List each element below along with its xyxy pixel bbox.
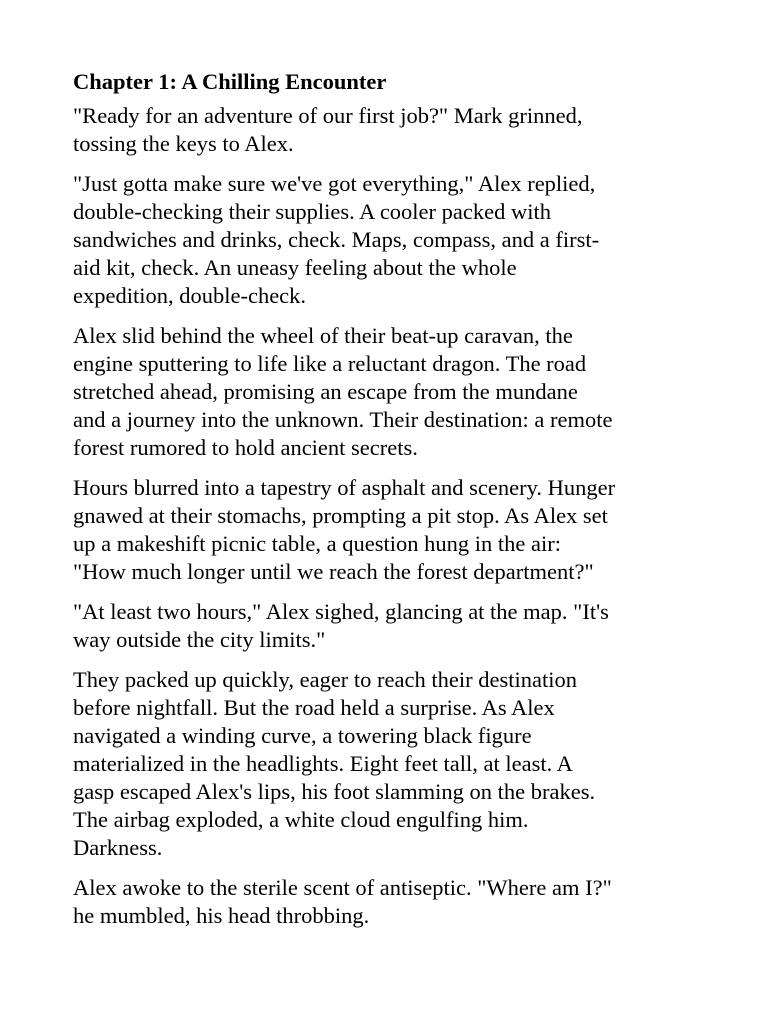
paragraph — [73, 170, 708, 310]
chapter-title: Chapter 1: A Chilling Encounter — [73, 69, 387, 94]
text-line: The airbag exploded, a white cloud engulfing him. — [73, 807, 529, 832]
text-line: materialized in the headlights. Eight feet tall, at least. A — [73, 751, 573, 776]
text-line: tossing the keys to Alex. — [73, 131, 294, 156]
text-line: forest rumored to hold ancient secrets. — [73, 435, 418, 460]
text-line: "How much longer until we reach the forest department?" — [73, 559, 594, 584]
text-line: expedition, double-check. — [73, 283, 307, 308]
text-line: "At least two hours," Alex sighed, glancing at the map. "It's — [73, 599, 609, 624]
text-line: and a journey into the unknown. Their destination: a remote — [73, 407, 613, 432]
text-line: up a makeshift picnic table, a question hung in the air: — [73, 531, 561, 556]
text-line: sandwiches and drinks, check. Maps, compass, and a first- — [73, 227, 600, 252]
text-line: Hours blurred into a tapestry of asphalt and scenery. Hunger — [73, 475, 616, 500]
paragraph — [73, 102, 708, 158]
paragraph — [73, 666, 708, 862]
text-line: aid kit, check. An uneasy feeling about the whole — [73, 255, 517, 280]
text-line: Darkness. — [73, 835, 163, 860]
text-line: "Just gotta make sure we've got everything," Alex replied, — [73, 171, 596, 196]
text-line: double-checking their supplies. A cooler packed with — [73, 199, 551, 224]
text-line: They packed up quickly, eager to reach their destination — [73, 667, 577, 692]
paragraph — [73, 598, 708, 654]
text-line: "Ready for an adventure of our first job?" Mark grinned, — [73, 103, 583, 128]
paragraph — [73, 474, 708, 586]
paragraph — [73, 874, 708, 930]
text-line: way outside the city limits." — [73, 627, 326, 652]
text-line: Alex awoke to the sterile scent of antiseptic. "Where am I?" — [73, 875, 612, 900]
text-line: he mumbled, his head throbbing. — [73, 903, 370, 928]
paragraph — [73, 322, 708, 462]
text-line: gnawed at their stomachs, prompting a pit stop. As Alex set — [73, 503, 608, 528]
text-line: navigated a winding curve, a towering black figure — [73, 723, 532, 748]
text-line: engine sputtering to life like a reluctant dragon. The road — [73, 351, 587, 376]
text-line: gasp escaped Alex's lips, his foot slamming on the brakes. — [73, 779, 596, 804]
text-line: before nightfall. But the road held a surprise. As Alex — [73, 695, 555, 720]
text-line: stretched ahead, promising an escape from the mundane — [73, 379, 578, 404]
text-line: Alex slid behind the wheel of their beat-up caravan, the — [73, 323, 573, 348]
